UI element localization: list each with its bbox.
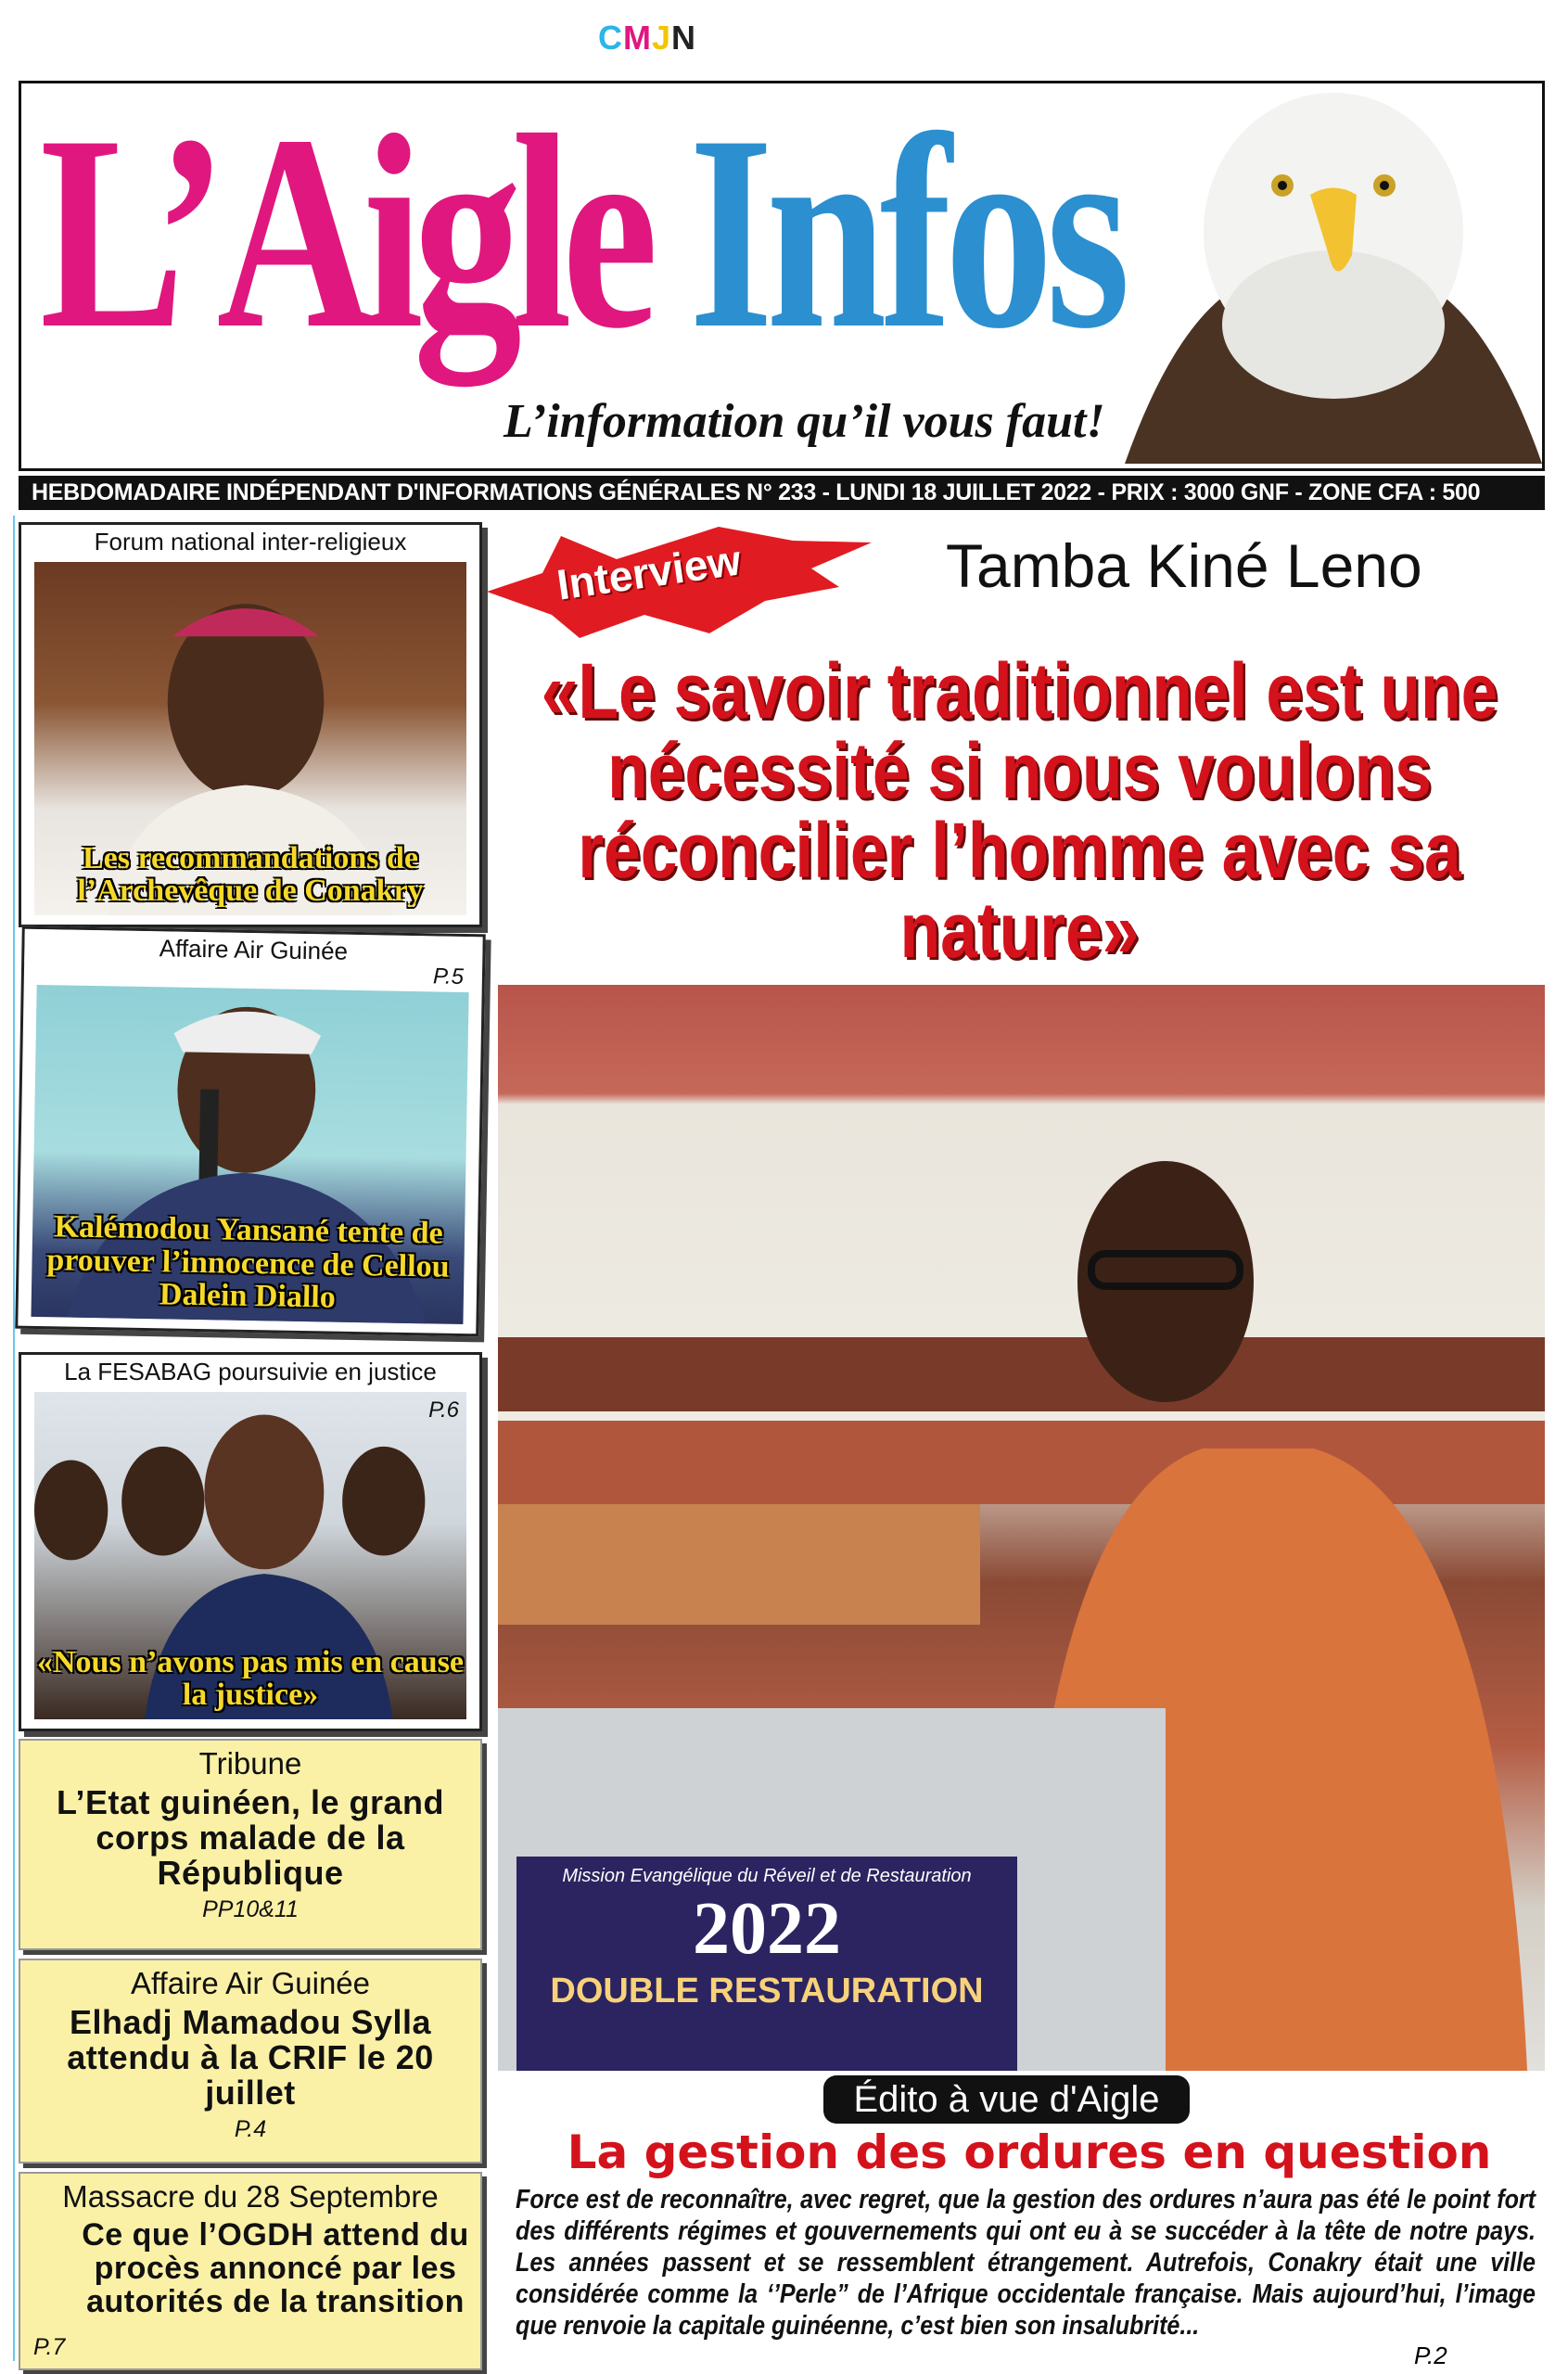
story-title: Kalémodou Yansané tente de prouver l’innocence de Cellou Dalein Diallo <box>46 1209 450 1315</box>
column-guide-line <box>13 516 15 2361</box>
eagle-image <box>1125 93 1542 464</box>
story-kicker: Tribune <box>198 1746 302 1780</box>
poster-line1: Mission Evangélique du Réveil et de Restauration <box>562 1866 972 1886</box>
sidebar-story-fesabag[interactable] <box>19 1352 482 1731</box>
story-title: Ce que l’OGDH attend du procès annoncé par les autorités de la transition <box>82 2217 469 2320</box>
story-kicker: Affaire Air Guinée <box>24 929 483 971</box>
edito-page: P.2 <box>1414 2342 1447 2369</box>
edito-label: Édito à vue d'Aigle <box>823 2075 1190 2124</box>
issue-info-bar: HEBDOMADAIRE INDÉPENDANT D'INFORMATIONS GÉNÉRALES N° 233 - LUNDI 18 JUILLET 2022 - PRIX : 3000 GNF - ZONE CFA : 500 <box>19 476 1545 510</box>
logo-laigle: L’Aigle <box>40 78 648 386</box>
story-title: Elhadj Mamadou Sylla attendu à la CRIF le 20 juillet <box>67 2003 434 2112</box>
interviewee-name: Tamba Kiné Leno <box>946 531 1422 600</box>
story-page: P.4 <box>234 2116 267 2143</box>
masthead <box>19 78 1545 471</box>
logo-infos: Infos <box>689 78 1124 386</box>
lead-photo <box>498 985 1545 2071</box>
sidebar-story-air-guinee[interactable] <box>15 926 485 1337</box>
edito-body: Force est de reconnaître, avec regret, que la gestion des ordures n’aura pas été le point fort des différents régimes et gouvernements qui ont eu à se succéder à la tête de notre pays. Les années passent et se ressemblent étrangement. Autrefois, Conakry était une ville considérée comme la ‘’Perle” de l’Afrique occidentale française. Mais aujourd’hui, l’image que renvoie la capitale guinéenne, c’est bien son insalubrité... <box>516 2185 1536 2341</box>
mark-c: C <box>598 19 623 57</box>
sidebar-story-ogdh[interactable] <box>19 2172 482 2370</box>
story-page: P.5 <box>432 964 465 989</box>
edito-title[interactable]: La gestion des ordures en question <box>567 2125 1492 2179</box>
mark-j: J <box>652 19 672 57</box>
mark-m: M <box>623 19 652 57</box>
lead-headline[interactable]: «Le savoir traditionnel est une nécessité si nous voulons réconcilier l’homme avec sa nature» <box>541 647 1498 974</box>
story-title: Les recommandations de l’Archevêque de Conakry <box>77 840 424 909</box>
story-kicker: La FESABAG poursuivie en justice <box>21 1355 479 1388</box>
mark-n: N <box>671 19 697 57</box>
sidebar-story-tribune[interactable] <box>19 1739 482 1950</box>
story-page: P.7 <box>33 2334 66 2360</box>
story-kicker: Massacre du 28 Septembre <box>62 2179 439 2214</box>
poster <box>535 1866 999 2011</box>
story-page: P.6 <box>428 1398 459 1423</box>
poster-year: 2022 <box>693 1888 841 1970</box>
story-kicker: Forum national inter-religieux <box>21 525 479 558</box>
story-title: «Nous n’avons pas mis en cause la justice» <box>36 1644 465 1713</box>
print-color-marks <box>598 19 696 57</box>
story-title: L’Etat guinéen, le grand corps malade de la République <box>56 1783 445 1893</box>
poster-line2: DOUBLE RESTAURATION <box>550 1972 984 2010</box>
sidebar-story-archbishop[interactable] <box>19 522 482 927</box>
interview-badge: Interview <box>554 535 745 609</box>
story-kicker: Affaire Air Guinée <box>130 1966 371 2000</box>
slogan: L’information qu’il vous faut! <box>504 395 1105 448</box>
story-page: PP10&11 <box>202 1896 299 1923</box>
sidebar-story-sylla[interactable] <box>19 1959 482 2163</box>
